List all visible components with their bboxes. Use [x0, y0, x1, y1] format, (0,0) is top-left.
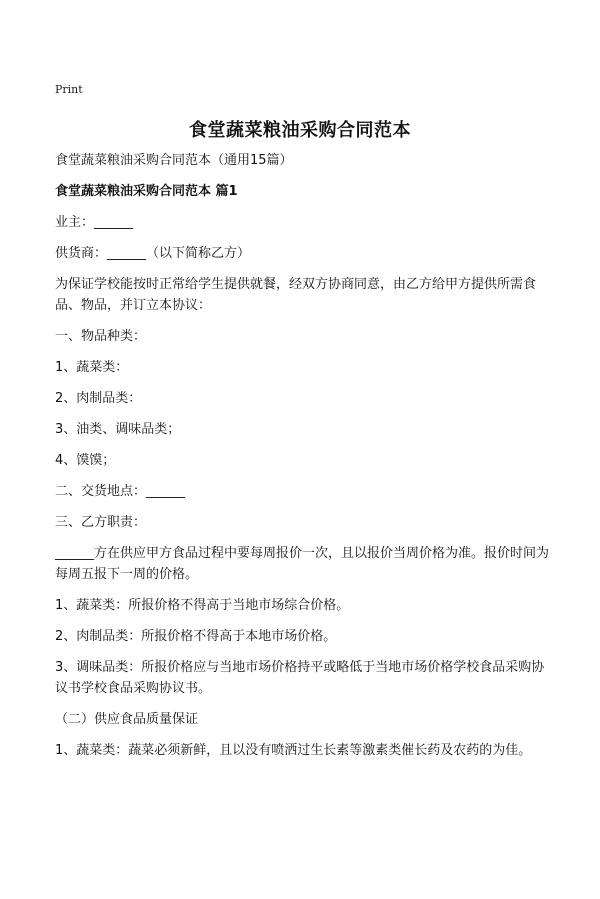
section-heading: 食堂蔬菜粮油采购合同范本 篇1 — [55, 184, 238, 199]
paragraph: 1、蔬菜类：所报价格不得高于当地市场综合价格。 — [55, 598, 350, 613]
paragraph: 二、交货地点：______ — [55, 484, 186, 499]
paragraph: 业主：______ — [55, 215, 134, 230]
paragraph: 供货商：______（以下简称乙方） — [55, 246, 251, 261]
print-link[interactable]: Print — [55, 83, 83, 96]
paragraph: 三、乙方职责： — [55, 515, 147, 530]
paragraph: ______方在供应甲方食品过程中要每周报价一次，且以报价当周价格为准。报价时间为每周五报下一周的价格。 — [55, 546, 550, 582]
paragraph: 2、肉制品类：所报价格不得高于本地市场价格。 — [55, 629, 337, 644]
paragraph: 一、物品种类： — [55, 329, 147, 344]
paragraph: 4、馍馍； — [55, 453, 116, 468]
paragraph: 1、蔬菜类：蔬菜必须新鲜，且以没有喷洒过生长素等激素类催长药及农药的为佳。 — [55, 743, 532, 758]
document-body — [55, 150, 555, 771]
document-title: 食堂蔬菜粮油采购合同范本 — [189, 120, 411, 141]
paragraph: 3、油类、调味品类； — [55, 422, 181, 437]
paragraph: 食堂蔬菜粮油采购合同范本（通用15篇） — [55, 153, 293, 168]
paragraph: 3、调味品类：所报价格应与当地市场价格持平或略低于当地市场价格学校食品采购协议书学校食品采购协议书。 — [55, 660, 545, 696]
paragraph: 2、肉制品类： — [55, 391, 142, 406]
paragraph: 为保证学校能按时正常给学生提供就餐，经双方协商同意，由乙方给甲方提供所需食品、物品，并订立本协议： — [55, 277, 537, 313]
paragraph: （二）供应食品质量保证 — [55, 712, 199, 727]
paragraph: 1、蔬菜类： — [55, 360, 129, 375]
